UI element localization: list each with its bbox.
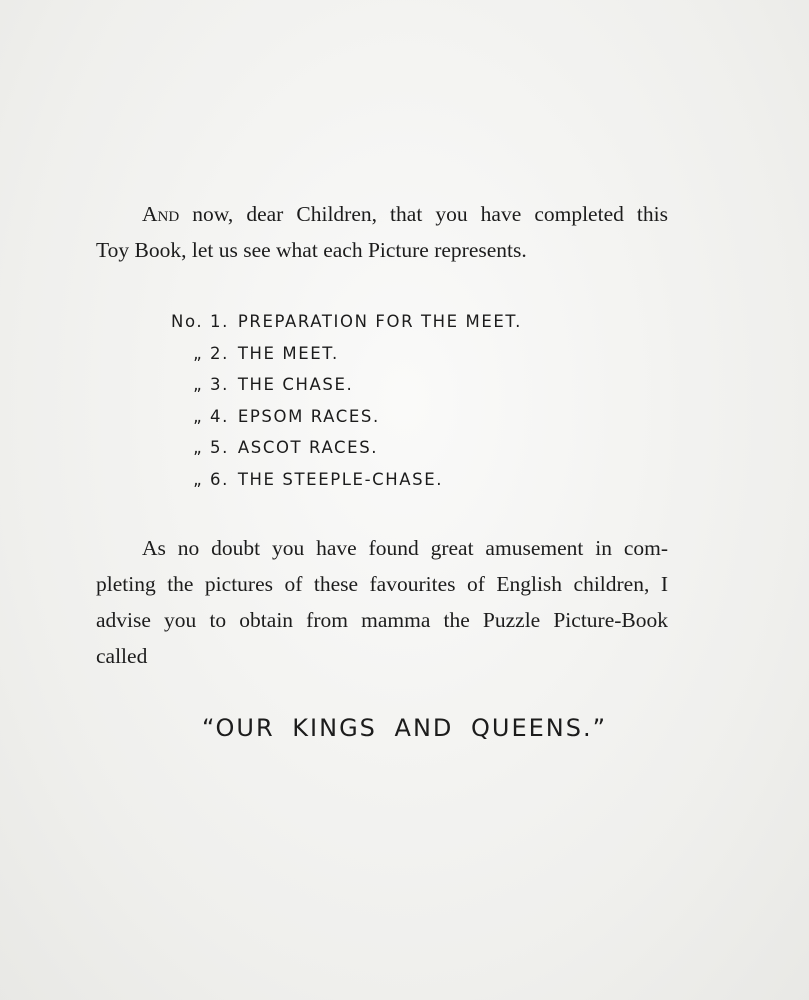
advice-line-2: pleting the pictures of these favourites of English children, I	[96, 572, 668, 596]
picture-list-item	[159, 338, 522, 370]
picture-list-item	[159, 401, 522, 433]
intro-paragraph	[96, 196, 668, 268]
picture-title: ASCOT RACES.	[237, 438, 379, 457]
intro-line-2: Toy Book, let us see what each Picture represents.	[96, 238, 527, 262]
advice-line-1: As no doubt you have found great amusement in com-	[142, 536, 668, 560]
picture-number: „ 6.	[193, 469, 229, 489]
picture-title: THE CHASE.	[237, 375, 354, 394]
advice-line-4: called	[96, 644, 148, 668]
intro-lead-word: And	[142, 202, 180, 226]
picture-number: „ 3.	[193, 375, 229, 394]
picture-number: „ 5.	[193, 438, 229, 457]
intro-line-1	[96, 196, 668, 232]
picture-title: PREPARATION FOR THE MEET.	[237, 312, 522, 331]
picture-list-item	[159, 432, 522, 464]
picture-list	[159, 306, 522, 495]
picture-title: THE MEET.	[237, 343, 339, 363]
picture-title: THE STEEPLE-CHASE.	[237, 469, 444, 489]
picture-number: „ 2.	[193, 343, 229, 363]
advice-paragraph	[96, 530, 668, 674]
picture-list-item	[159, 306, 522, 338]
picture-number: No. 1.	[171, 312, 229, 331]
book-title: “OUR KINGS AND QUEENS.”	[201, 714, 608, 742]
intro-line-1-text: now, dear Children, that you have completed this	[179, 202, 668, 226]
picture-list-item	[159, 369, 522, 401]
advice-line-3: advise you to obtain from mamma the Puzzle Picture-Book	[96, 608, 668, 632]
picture-list-item	[159, 464, 522, 496]
picture-title: EPSOM RACES.	[237, 406, 380, 426]
picture-number: „ 4.	[193, 406, 229, 426]
